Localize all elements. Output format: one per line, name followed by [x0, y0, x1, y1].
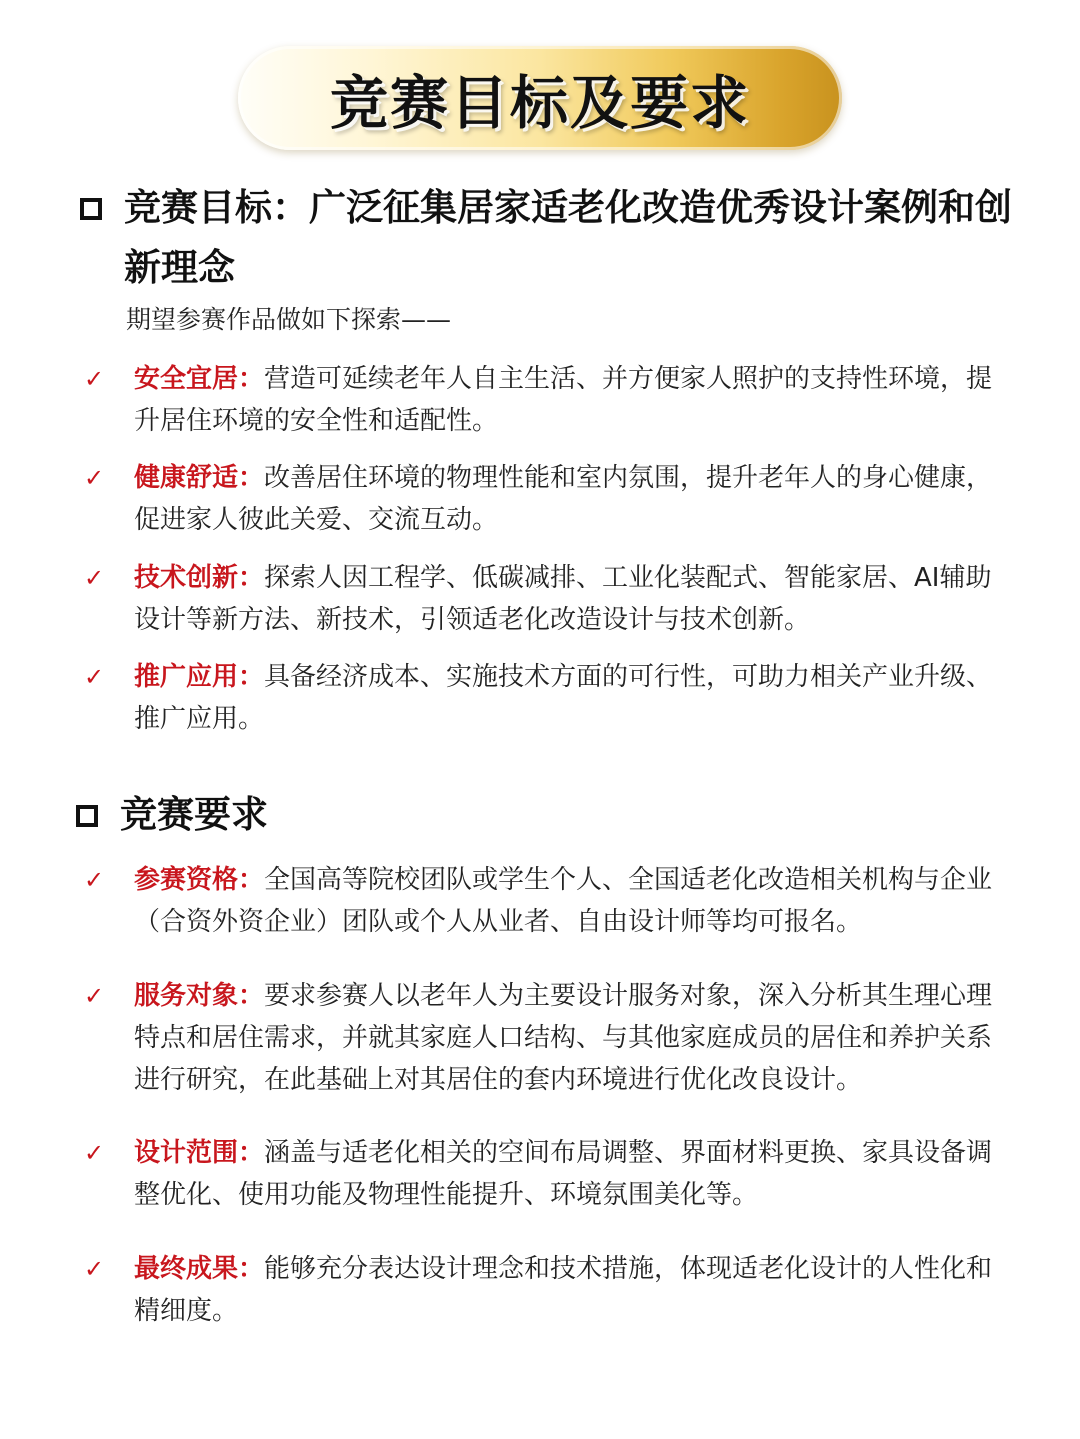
goal-item-label: 推广应用： — [134, 662, 265, 692]
check-icon: ✓ — [84, 1255, 105, 1283]
requirement-item-text — [134, 975, 1014, 1101]
goals-intro: 期望参赛作品做如下探索—— — [126, 305, 452, 334]
checkbox-icon — [76, 805, 98, 827]
goal-item-text — [134, 656, 1014, 740]
requirements-heading-text: 竞赛要求 — [120, 793, 268, 836]
goal-item-application — [84, 656, 1014, 740]
requirement-item-service-target — [84, 975, 1014, 1101]
requirement-item-text — [134, 1248, 1014, 1332]
goals-heading — [80, 178, 1020, 298]
goal-item-description: 具备经济成本、实施技术方面的可行性，可助力相关产业升级、推广应用。 — [134, 662, 993, 734]
goal-item-label: 安全宜居： — [134, 364, 265, 394]
goal-item-safety — [84, 358, 1014, 442]
goal-item-description: 营造可延续老年人自主生活、并方便家人照护的支持性环境，提升居住环境的安全性和适配性。 — [134, 364, 993, 436]
check-icon: ✓ — [84, 365, 105, 393]
requirement-item-description: 全国高等院校团队或学生个人、全国适老化改造相关机构与企业（合资外资企业）团队或个人从业者、自由设计师等均可报名。 — [134, 865, 993, 937]
goal-item-text — [134, 358, 1014, 442]
goal-item-text — [134, 457, 1014, 541]
goal-item-text — [134, 557, 1014, 641]
goals-heading-text: 竞赛目标：广泛征集居家适老化改造优秀设计案例和创新理念 — [124, 186, 1012, 289]
goal-item-description: 改善居住环境的物理性能和室内氛围，提升老年人的身心健康，促进家人彼此关爱、交流互动。 — [134, 463, 993, 535]
requirement-item-text — [134, 1132, 1014, 1216]
goal-item-health — [84, 457, 1014, 541]
requirement-item-eligibility — [84, 859, 1014, 943]
check-icon: ✓ — [84, 982, 105, 1010]
requirements-heading — [76, 785, 268, 845]
check-icon: ✓ — [84, 464, 105, 492]
requirement-item-label: 设计范围： — [134, 1138, 265, 1168]
requirement-item-text — [134, 859, 1014, 943]
requirement-item-description: 涵盖与适老化相关的空间布局调整、界面材料更换、家具设备调整优化、使用功能及物理性能提升、环境氛围美化等。 — [134, 1138, 993, 1210]
check-icon: ✓ — [84, 663, 105, 691]
page-title: 竞赛目标及要求 — [329, 69, 750, 137]
check-icon: ✓ — [84, 1139, 105, 1167]
title-banner — [238, 46, 842, 150]
requirement-item-description: 能够充分表达设计理念和技术措施，体现适老化设计的人性化和精细度。 — [134, 1254, 993, 1326]
requirement-item-label: 服务对象： — [134, 981, 265, 1011]
goal-item-description: 探索人因工程学、低碳减排、工业化装配式、智能家居、AI辅助设计等新方法、新技术，引领适老化改造设计与技术创新。 — [134, 563, 992, 635]
goal-item-innovation — [84, 557, 1014, 641]
check-icon: ✓ — [84, 564, 105, 592]
check-icon: ✓ — [84, 866, 105, 894]
requirement-item-final-output — [84, 1248, 1014, 1332]
requirement-item-label: 最终成果： — [134, 1254, 265, 1284]
requirement-item-design-scope — [84, 1132, 1014, 1216]
requirement-item-label: 参赛资格： — [134, 865, 265, 895]
requirement-item-description: 要求参赛人以老年人为主要设计服务对象，深入分析其生理心理特点和居住需求，并就其家庭人口结构、与其他家庭成员的居住和养护关系进行研究，在此基础上对其居住的套内环境进行优化改良设计。 — [134, 981, 993, 1095]
goal-item-label: 技术创新： — [134, 563, 265, 593]
checkbox-icon — [80, 198, 102, 220]
goal-item-label: 健康舒适： — [134, 463, 265, 493]
